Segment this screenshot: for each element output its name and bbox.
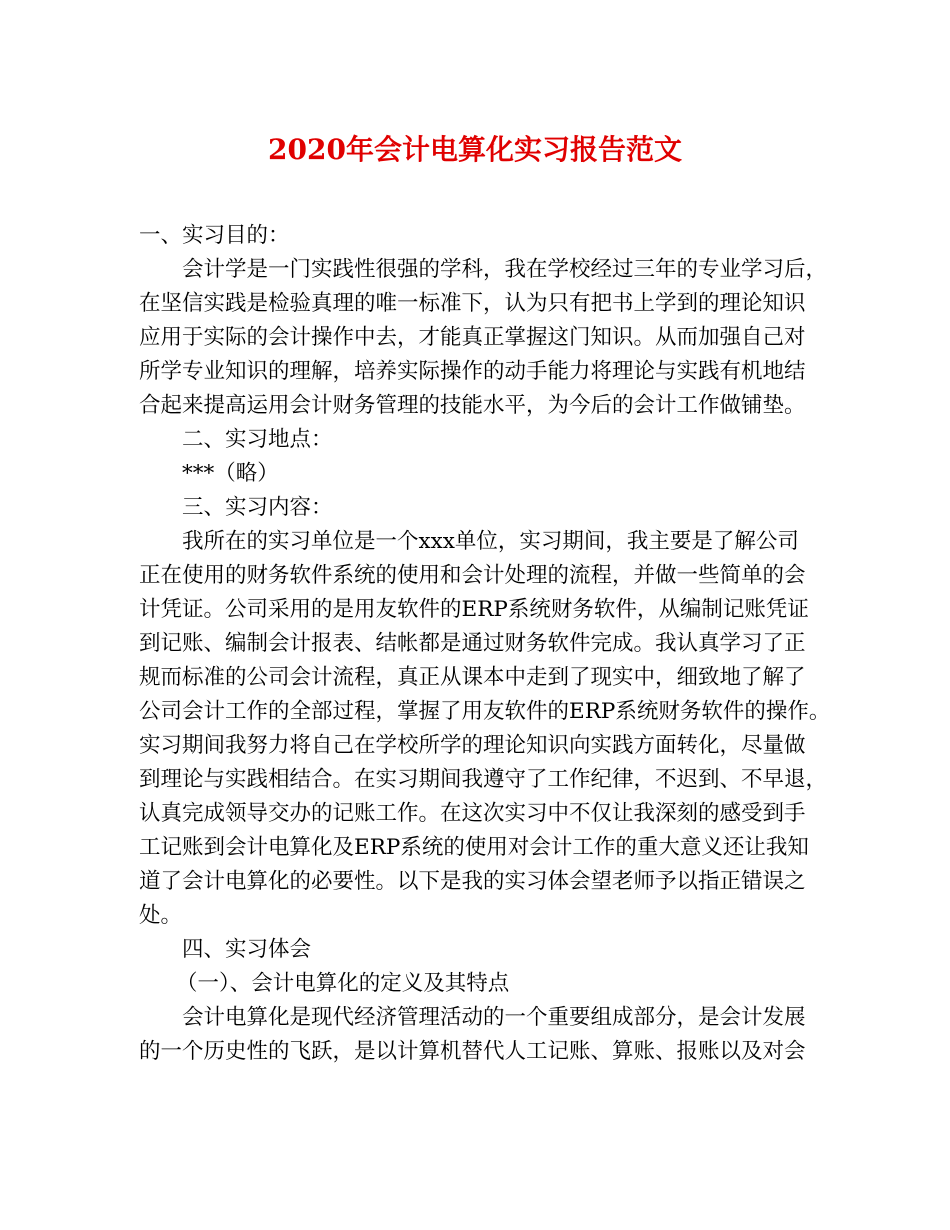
paragraph-line: 规而标准的公司会计流程，真正从课本中走到了现实中，细致地了解了: [139, 665, 806, 690]
section-heading-location: 二、实习地点：: [182, 427, 333, 452]
section-heading-content: 三、实习内容：: [182, 495, 333, 520]
paragraph-line: 合起来提高运用会计财务管理的技能水平，为今后的会计工作做铺垫。: [139, 393, 806, 418]
paragraph-line: 工记账到会计电算化及ERP系统的使用对会计工作的重大意义还让我知: [139, 835, 809, 860]
paragraph-line: 正在使用的财务软件系统的使用和会计处理的流程，并做一些简单的会: [139, 563, 806, 588]
paragraph-line: 我所在的实习单位是一个xxx单位，实习期间，我主要是了解公司: [182, 529, 799, 554]
paragraph-line: 会计学是一门实践性很强的学科，我在学校经过三年的专业学习后，: [182, 257, 828, 282]
paragraph-line: 所学专业知识的理解，培养实际操作的动手能力将理论与实践有机地结: [139, 359, 806, 384]
document-title: 2020年会计电算化实习报告范文: [268, 133, 682, 166]
paragraph-line: 应用于实际的会计操作中去，才能真正掌握这门知识。从而加强自己对: [139, 325, 806, 350]
document-body: [139, 219, 831, 1069]
paragraph-line: 到记账、编制会计报表、结帐都是通过财务软件完成。我认真学习了正: [139, 631, 806, 656]
section-heading-purpose: 一、实习目的：: [139, 223, 290, 248]
paragraph-line: 在坚信实践是检验真理的唯一标准下，认为只有把书上学到的理论知识: [139, 291, 806, 316]
paragraph-line: 认真完成领导交办的记账工作。在这次实习中不仅让我深刻的感受到手: [139, 801, 806, 826]
paragraph-line: 会计电算化是现代经济管理活动的一个重要组成部分，是会计发展: [182, 1005, 806, 1030]
paragraph-line: 的一个历史性的飞跃，是以计算机替代人工记账、算账、报账以及对会: [139, 1039, 806, 1064]
paragraph-line: ***（略）: [182, 461, 279, 486]
paragraph-line: 道了会计电算化的必要性。以下是我的实习体会望老师予以指正错误之: [139, 869, 806, 894]
paragraph-line: 实习期间我努力将自己在学校所学的理论知识向实践方面转化，尽量做: [139, 733, 806, 758]
paragraph-line: 到理论与实践相结合。在实习期间我遵守了工作纪律，不迟到、不早退，: [139, 767, 828, 792]
paragraph-line: 处。: [139, 903, 183, 928]
paragraph-line: 公司会计工作的全部过程，掌握了用友软件的ERP系统财务软件的操作。: [139, 699, 831, 724]
paragraph-line: 计凭证。公司采用的是用友软件的ERP系统财务软件，从编制记账凭证: [139, 597, 809, 622]
subsection-heading: （一）、会计电算化的定义及其特点: [176, 971, 510, 996]
section-heading-experience: 四、实习体会: [182, 937, 312, 962]
